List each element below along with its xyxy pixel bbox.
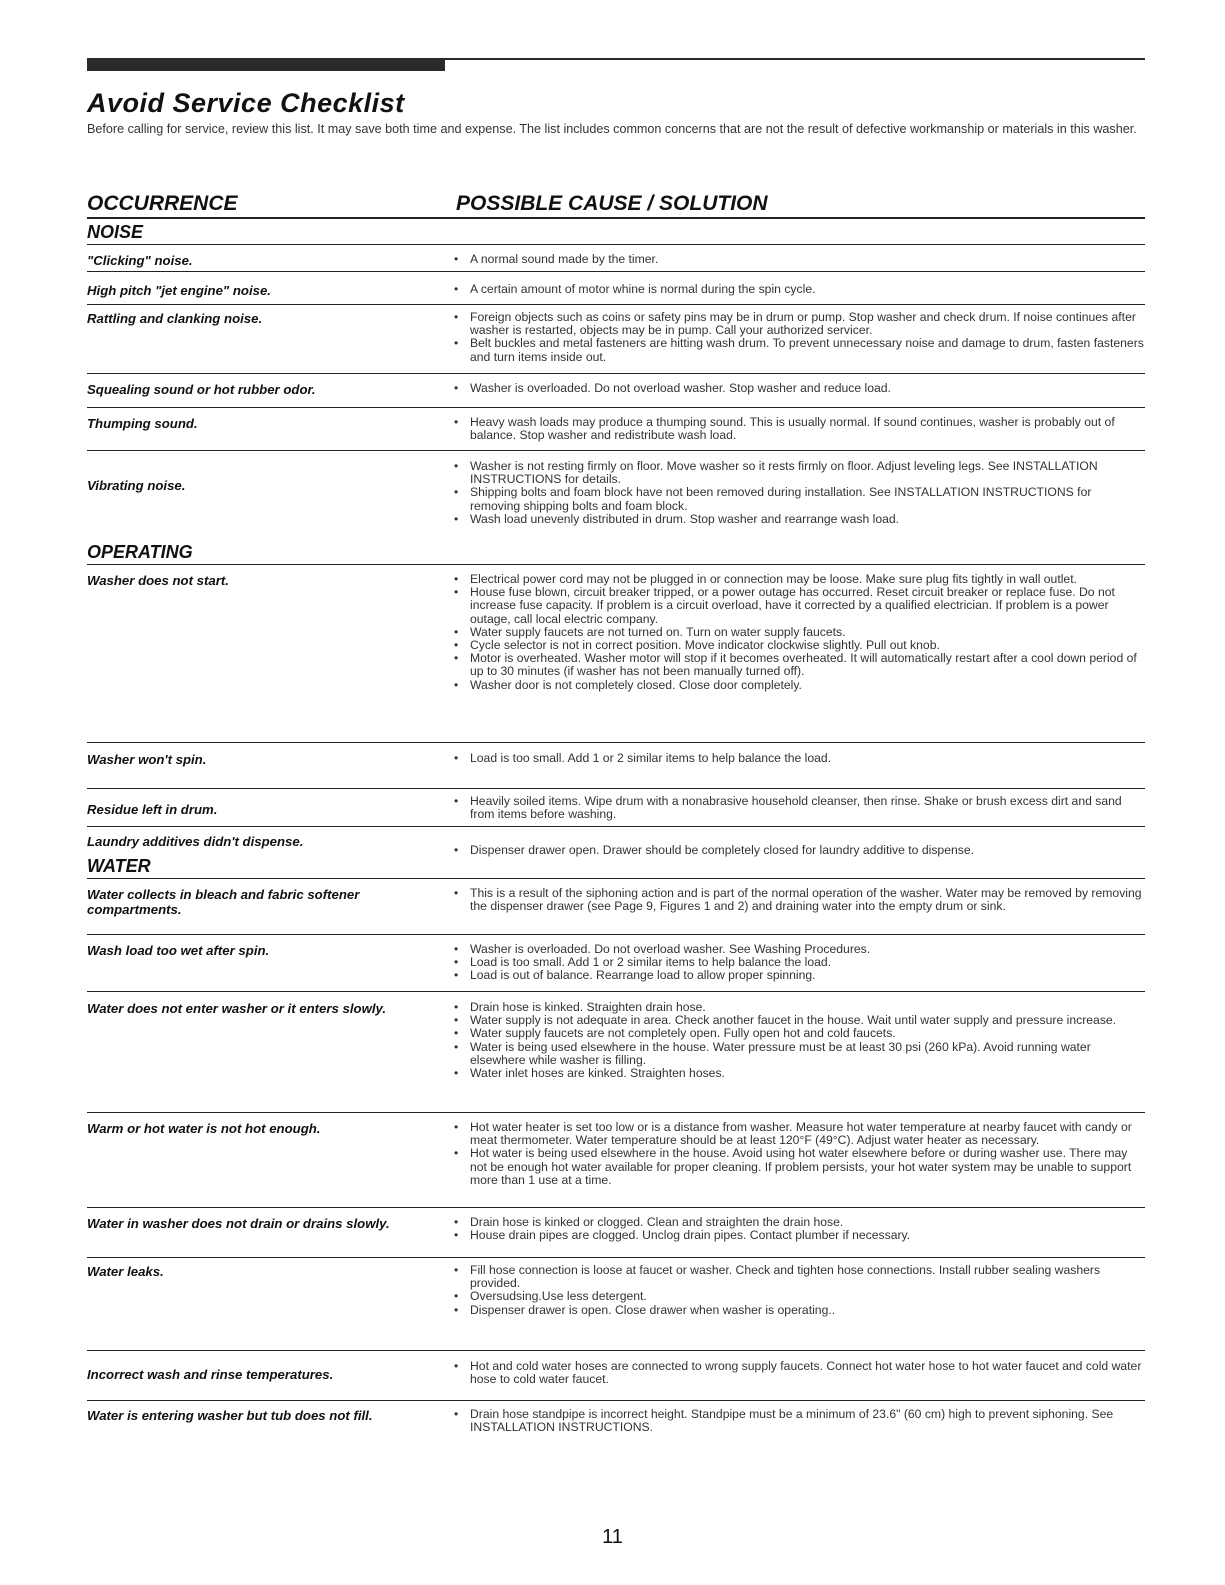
row-divider — [87, 934, 1145, 935]
row-divider — [87, 1350, 1145, 1351]
solution-item: • Fill hose connection is loose at faucet or washer. Check and tighten hose connections. Install rubber sealing washers provided. — [454, 1264, 1144, 1290]
section-operating-label: OPERATING — [87, 542, 193, 562]
solution-list — [454, 887, 1144, 913]
occurrence-text: Wash load too wet after spin. — [87, 943, 270, 958]
solution-item: • Drain hose is kinked or clogged. Clean and straighten the drain hose. — [454, 1216, 1144, 1229]
header-bar — [87, 56, 1145, 72]
solution-list — [454, 416, 1144, 442]
row-divider — [87, 407, 1145, 408]
solution-item: • Hot and cold water hoses are connected to wrong supply faucets. Connect hot water hose to hot water faucet and cold water hose to cold water faucet. — [454, 1360, 1144, 1386]
solution-item: • Washer is overloaded. Do not overload washer. See Washing Procedures. — [454, 943, 1144, 956]
occurrence-text: Warm or hot water is not hot enough. — [87, 1121, 321, 1136]
solution-item: • Electrical power cord may not be plugged in or connection may be loose. Make sure plug fits tightly in wall outlet. — [454, 573, 1144, 586]
solution-item: • Load is out of balance. Rearrange load to allow proper spinning. — [454, 969, 1144, 982]
section-noise — [87, 221, 1145, 245]
solution-column-header: POSSIBLE CAUSE / SOLUTION — [456, 192, 768, 215]
occurrence-text: Thumping sound. — [87, 416, 198, 431]
section-divider — [87, 244, 1145, 245]
occurrence-text: Laundry additives didn't dispense. — [87, 834, 304, 849]
row-divider — [87, 1257, 1145, 1258]
occurrence-text: Water is entering washer but tub does not fill. — [87, 1408, 373, 1423]
occurrence-text: "Clicking" noise. — [87, 253, 193, 268]
solution-list — [454, 943, 1144, 983]
solution-item: • Load is too small. Add 1 or 2 similar items to help balance the load. — [454, 752, 1144, 765]
solution-item: • Water supply faucets are not completely open. Fully open hot and cold faucets. — [454, 1027, 1144, 1040]
occurrence-text: Washer won't spin. — [87, 752, 207, 767]
row-divider — [87, 450, 1145, 451]
solution-item: • Washer door is not completely closed. Close door completely. — [454, 679, 1144, 692]
section-divider — [87, 564, 1145, 565]
solution-item: • Shipping bolts and foam block have not been removed during installation. See INSTALLATION INSTRUCTIONS for removing shipping bolts and foam block. — [454, 486, 1144, 512]
solution-item: • Wash load unevenly distributed in drum. Stop washer and rearrange wash load. — [454, 513, 1144, 526]
solution-list — [454, 283, 1144, 296]
header-divider — [87, 217, 1145, 219]
solution-item: • A certain amount of motor whine is normal during the spin cycle. — [454, 283, 1144, 296]
occurrence-text: High pitch "jet engine" noise. — [87, 283, 271, 298]
solution-list — [454, 460, 1144, 526]
occurrence-text: Water in washer does not drain or drains slowly. — [87, 1216, 390, 1231]
solution-item: • A normal sound made by the timer. — [454, 253, 1144, 266]
section-water — [87, 855, 1145, 879]
solution-item: • Oversudsing.Use less detergent. — [454, 1290, 1144, 1303]
solution-list — [454, 752, 1144, 765]
header-bar-rule — [445, 58, 1145, 60]
solution-list — [454, 844, 1144, 857]
occurrence-column-header: OCCURRENCE — [87, 192, 238, 215]
section-operating — [87, 541, 1145, 565]
row-divider — [87, 1112, 1145, 1113]
solution-item: • Belt buckles and metal fasteners are hitting wash drum. To prevent unnecessary noise and damage to drum, fasten fasteners and turn items inside out. — [454, 337, 1144, 363]
solution-list — [454, 1216, 1144, 1242]
row-divider — [87, 1207, 1145, 1208]
solution-list — [454, 1121, 1144, 1187]
solution-item: • Dispenser drawer open. Drawer should be completely closed for laundry additive to dispense. — [454, 844, 1144, 857]
occurrence-text: Residue left in drum. — [87, 802, 218, 817]
solution-item: • Water supply faucets are not turned on. Turn on water supply faucets. — [454, 626, 1144, 639]
occurrence-text: Water collects in bleach and fabric softener compartments. — [87, 887, 360, 917]
row-divider — [87, 1400, 1145, 1401]
row-divider — [87, 788, 1145, 789]
section-water-label: WATER — [87, 856, 151, 876]
solution-list — [454, 253, 1144, 266]
solution-item: • Washer is not resting firmly on floor. Move washer so it rests firmly on floor. Adjust leveling legs. See INSTALLATION INSTRUCTIONS for details. — [454, 460, 1144, 486]
row-divider — [87, 271, 1145, 272]
page-title: Avoid Service Checklist — [87, 88, 405, 118]
solution-item: • Water supply is not adequate in area. Check another faucet in the house. Wait until water supply and pressure increase. — [454, 1014, 1144, 1027]
solution-item: • Drain hose is kinked. Straighten drain hose. — [454, 1001, 1144, 1014]
occurrence-text: Washer does not start. — [87, 573, 229, 588]
solution-item: • Dispenser drawer is open. Close drawer when washer is operating.. — [454, 1304, 1144, 1317]
occurrence-text: Water does not enter washer or it enters slowly. — [87, 1001, 386, 1016]
intro-paragraph: Before calling for service, review this list. It may save both time and expense. The list includes common concerns that are not the result of defective workmanship or materials in this washer. — [87, 122, 1137, 136]
solution-item: • Drain hose standpipe is incorrect height. Standpipe must be a minimum of 23.6" (60 cm) high to prevent siphoning. See INSTALLATION INSTRUCTIONS. — [454, 1408, 1144, 1434]
solution-item: • Motor is overheated. Washer motor will stop if it becomes overheated. It will automatically restart after a cool down period of up to 30 minutes (if washer has not been manually turned off). — [454, 652, 1144, 678]
occurrence-text: Rattling and clanking noise. — [87, 311, 263, 326]
occurrence-text: Incorrect wash and rinse temperatures. — [87, 1367, 334, 1382]
occurrence-text: Water leaks. — [87, 1264, 164, 1279]
solution-list — [454, 573, 1144, 692]
section-divider — [87, 878, 1145, 879]
row-divider — [87, 826, 1145, 827]
occurrence-text: Vibrating noise. — [87, 478, 186, 493]
solution-item: • Hot water heater is set too low or is a distance from washer. Measure hot water temperature at nearby faucet with candy or meat thermometer. Water temperature should be at least 120°F (49°C). Adjust water heater as necessary. — [454, 1121, 1144, 1147]
row-divider — [87, 742, 1145, 743]
solution-item: • This is a result of the siphoning action and is part of the normal operation of the washer. Water may be removed by removing the dispenser drawer (see Page 9, Figures 1 and 2) and draining water into the empty drum or sink. — [454, 887, 1144, 913]
section-noise-label: NOISE — [87, 222, 144, 242]
row-divider — [87, 304, 1145, 305]
solution-list — [454, 311, 1144, 364]
solution-item: • Washer is overloaded. Do not overload washer. Stop washer and reduce load. — [454, 382, 1144, 395]
solution-list — [454, 1264, 1144, 1317]
solution-item: • Foreign objects such as coins or safety pins may be in drum or pump. Stop washer and check drum. If noise continues after washer is restarted, objects may be in pump. Call your authorized servicer. — [454, 311, 1144, 337]
solution-list — [454, 1408, 1144, 1434]
solution-item: • Heavily soiled items. Wipe drum with a nonabrasive household cleanser, then rinse. Shake or brush excess dirt and sand from items before washing. — [454, 795, 1144, 821]
occurrence-text: Squealing sound or hot rubber odor. — [87, 382, 316, 397]
solution-item: • Water is being used elsewhere in the house. Water pressure must be at least 30 psi (260 kPa). Avoid running water elsewhere while washer is filling. — [454, 1041, 1144, 1067]
solution-list — [454, 382, 1144, 395]
solution-item: • Heavy wash loads may produce a thumping sound. This is usually normal. If sound continues, washer is probably out of balance. Stop washer and redistribute wash load. — [454, 416, 1144, 442]
solution-list — [454, 1360, 1144, 1386]
solution-list — [454, 1001, 1144, 1080]
solution-item: • Load is too small. Add 1 or 2 similar items to help balance the load. — [454, 956, 1144, 969]
header-bar-block — [87, 58, 445, 71]
solution-item: • Cycle selector is not in correct position. Move indicator clockwise slightly. Pull out knob. — [454, 639, 1144, 652]
solution-item: • House drain pipes are clogged. Unclog drain pipes. Contact plumber if necessary. — [454, 1229, 1144, 1242]
solution-item: • House fuse blown, circuit breaker tripped, or a power outage has occurred. Reset circuit breaker or replace fuse. Do not increase fuse capacity. If problem is a circuit overload, have it corrected by a qualified electrician. If problem is a power outage, call local electric company. — [454, 586, 1144, 626]
solution-item: • Hot water is being used elsewhere in the house. Avoid using hot water elsewhere before or during washer use. There may not be enough hot water available for proper cleaning. If problem persists, your hot water system may be unable to support more than 1 use at a time. — [454, 1147, 1144, 1187]
page-number: 11 — [602, 1526, 623, 1548]
row-divider — [87, 991, 1145, 992]
solution-list — [454, 795, 1144, 821]
row-divider — [87, 373, 1145, 374]
solution-item: • Water inlet hoses are kinked. Straighten hoses. — [454, 1067, 1144, 1080]
